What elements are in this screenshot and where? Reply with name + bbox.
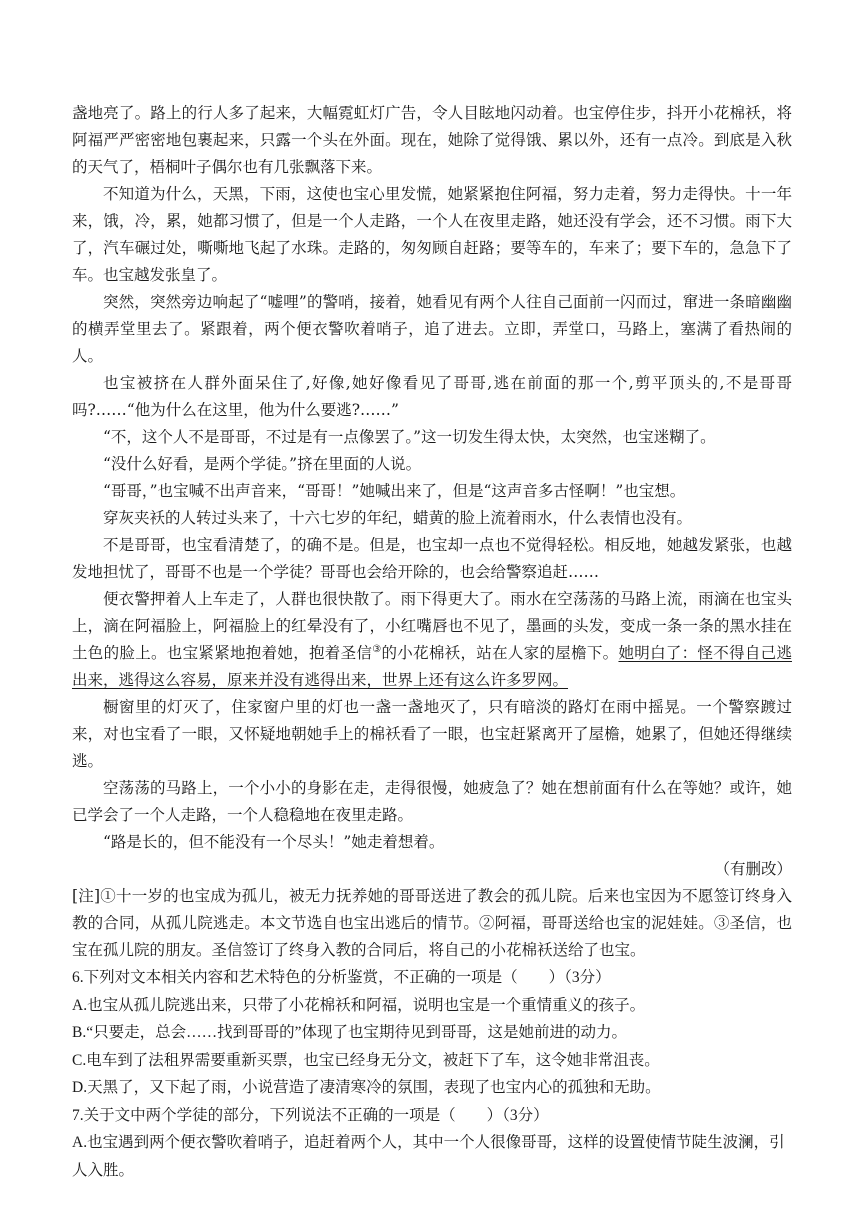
story-paragraph-13: “路是长的，但不能没有一个尽头！”她走着想着。 <box>103 833 445 851</box>
story-paragraph-10-part-b: 的小花棉袄，站在人家的屋檐下。 <box>381 644 619 662</box>
question-6-option-b: B.“只要走，总会……找到哥哥的”体现了也宝期待见到哥哥，这是她前进的动力。 <box>72 1024 627 1041</box>
story-paragraph-10-part-a: 便衣警押着人上车走了，人群也很快散了。雨下得更大了。雨水在空荡荡的马路上流，雨滴在也宝头上，滴在阿福脸上，阿福脸上的红晕没有了，小红嘴唇也不见了，墨画的头发，变成一条一条的黑水挂在土色的脸上。也宝紧紧地抱着她，抱着圣信 <box>72 590 792 662</box>
story-paragraph-5: “不，这个人不是哥哥，不过是有一点像罢了。”这一切发生得太快，太突然，也宝迷糊了。 <box>103 428 716 446</box>
story-paragraph-2: 不知道为什么，天黑，下雨，这使也宝心里发慌，她紧紧抱住阿福，努力走着，努力走得快。十一年来，饿，冷，累，她都习惯了，但是一个人走路，一个人在夜里走路，她还没有学会，还不习惯。雨下大了，汽车碾过处，嘶嘶地飞起了水珠。走路的，匆匆顾自赶路；要等车的，车来了；要下车的，急急下了车。也宝越发张皇了。 <box>72 185 792 284</box>
question-6-option-d: D.天黑了，又下起了雨，小说营造了凄清寒冷的氛围，表现了也宝内心的孤独和无助。 <box>72 1079 661 1096</box>
question-6-stem: 6.下列对文本相关内容和艺术特色的分析鉴赏，不正确的一项是（ ）（3分） <box>72 969 611 986</box>
underlined-sentence: 她明白了：怪不得自己逃出来，逃得这么容易，原来并没有逃得出来，世界上还有这么许多罗网。 <box>72 644 792 689</box>
question-6-option-a: A.也宝从孤儿院逃出来，只带了小花棉袄和阿福，说明也宝是一个重情重义的孩子。 <box>72 996 646 1014</box>
story-paragraph-10 <box>72 586 792 694</box>
question-7-option-a: A.也宝遇到两个便衣警吹着哨子，追赶着两个人，其中一个人很像哥哥，这样的设置使情节陡生波澜，引人入胜。 <box>72 1134 785 1179</box>
story-paragraph-11: 橱窗里的灯灭了，住家窗户里的灯也一盏一盏地灭了，只有暗淡的路灯在雨中摇晃。一个警察踱过来，对也宝看了一眼，又怀疑地朝她手上的棉袄看了一眼，也宝赶紧离开了屋檐，她累了，但她还得继续逃。 <box>72 698 792 770</box>
story-paragraph-7: “哥哥，”也宝喊不出声音来，“哥哥！”她喊出来了，但是“这声音多古怪啊！”也宝想。 <box>103 482 686 500</box>
question-6-option-c: C.电车到了法租界需要重新买票，也宝已经身无分文，被赶下了车，这令她非常沮丧。 <box>72 1051 660 1069</box>
annotation-notes: [注]①十一岁的也宝成为孤儿，被无力抚养她的哥哥送进了教会的孤儿院。后来也宝因为不愿签订终身入教的合同，从孤儿院逃走。本文节选自也宝出逃后的情节。②阿福，哥哥送给也宝的泥娃娃。③圣信，也宝在孤儿院的朋友。圣信签订了终身入教的合同后，将自己的小花棉袄送给了也宝。 <box>72 887 792 959</box>
story-paragraph-9: 不是哥哥，也宝看清楚了，的确不是。但是，也宝却一点也不觉得轻松。相反地，她越发紧张，也越发地担忧了，哥哥不也是一个学徒？哥哥也会给开除的，也会给警察追赶…… <box>72 536 792 581</box>
story-paragraph-8: 穿灰夹袄的人转过头来了，十六七岁的年纪，蜡黄的脸上流着雨水，什么表情也没有。 <box>103 509 693 527</box>
story-paragraph-1: 盏地亮了。路上的行人多了起来，大幅霓虹灯广告，令人目眩地闪动着。也宝停住步，抖开小花棉袄，将阿福严严密密地包裹起来，只露一个头在外面。现在，她除了觉得饿、累以外，还有一点冷。到底是入秋的天气了，梧桐叶子偶尔也有几张飘落下来。 <box>72 104 792 176</box>
footnote-marker: ③ <box>372 643 382 655</box>
story-paragraph-6: “没什么好看，是两个学徒。”挤在里面的人说。 <box>103 455 422 473</box>
story-paragraph-12: 空荡荡的马路上，一个小小的身影在走，走得很慢，她疲急了？她在想前面有什么在等她？或许，她已学会了一个人走路，一个人稳稳地在夜里走路。 <box>72 779 792 824</box>
story-paragraph-3: 突然，突然旁边响起了“嘘哩”的警哨，接着，她看见有两个人往自己面前一闪而过，窜进一条暗幽幽的横弄堂里去了。紧跟着，两个便衣警吹着哨子，追了进去。立即，弄堂口，马路上，塞满了看热闹的人。 <box>72 293 792 365</box>
edited-note: （有删改） <box>714 860 792 878</box>
story-paragraph-4: 也宝被挤在人群外面呆住了,好像,她好像看见了哥哥,逃在前面的那一个,剪平顶头的,不是哥哥吗?……“他为什么在这里，他为什么要逃?……” <box>72 374 792 419</box>
story-text <box>72 100 792 1184</box>
question-7-stem: 7.关于文中两个学徒的部分，下列说法不正确的一项是（ ）（3分） <box>72 1106 549 1124</box>
